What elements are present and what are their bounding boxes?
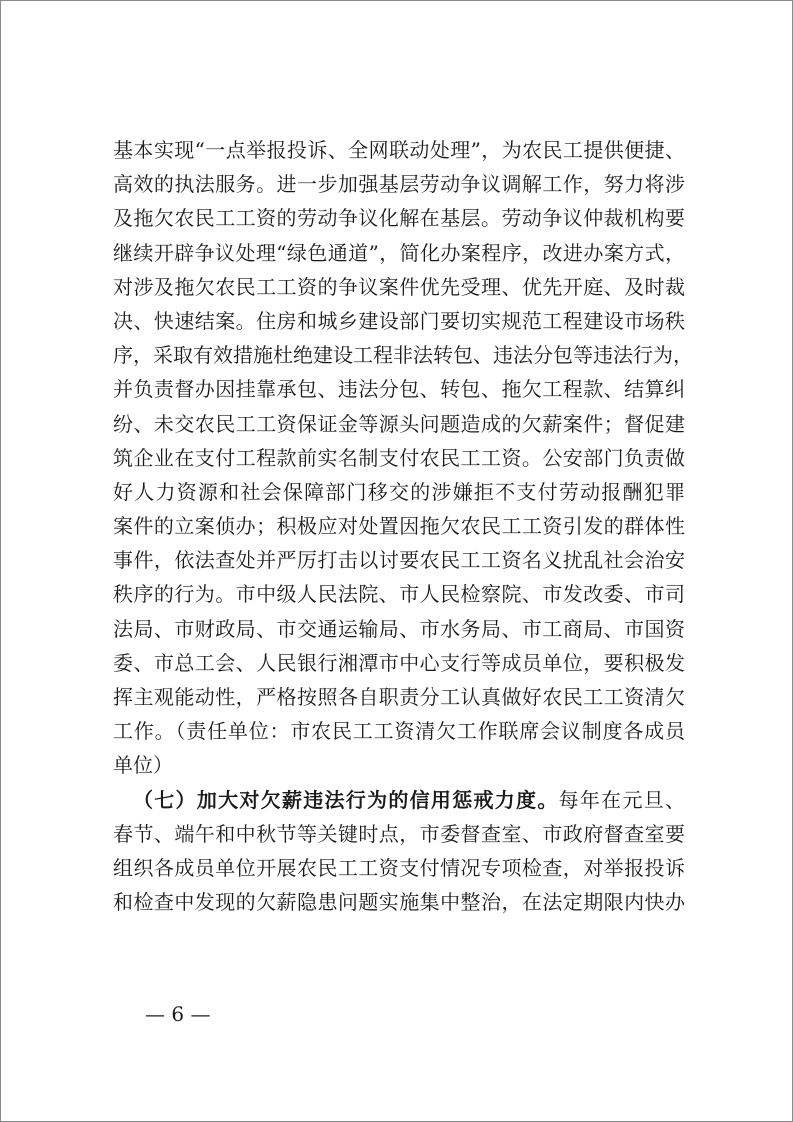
text-line: 组织各成员单位开展农民工工资支付情况专项检查，对举报投诉 [113,855,685,880]
section-heading: （七）加大对欠薪违法行为的信用惩戒力度。 [133,787,559,812]
text-line: 秩序的行为。市中级人民法院、市人民检察院、市发改委、市司 [113,582,685,607]
text-line: 工作。（责任单位：市农民工工资清欠工作联席会议制度各成员 [113,719,685,744]
text-line: 决、快速结案。住房和城乡建设部门要切实规范工程建设市场秩 [113,308,685,333]
text-line: 高效的执法服务。进一步加强基层劳动争议调解工作，努力将涉 [113,172,685,197]
text-line: 挥主观能动性，严格按照各自职责分工认真做好农民工工资清欠 [113,685,685,709]
text-line: 法局、市财政局、市交通运输局、市水务局、市工商局、市国资 [113,616,685,641]
text-line: 对涉及拖欠农民工工资的争议案件优先受理、优先开庭、及时裁 [113,274,685,299]
text-line: 事件，依法查处并严厉打击以讨要农民工工资名义扰乱社会治安 [113,548,685,573]
text-line: 委、市总工会、人民银行湘潭市中心支行等成员单位，要积极发 [113,650,685,675]
text-line: 序，采取有效措施杜绝建设工程非法转包、违法分包等违法行为， [113,343,693,368]
text-line: 并负责督办因挂靠承包、违法分包、转包、拖欠工程款、结算纠 [113,377,685,402]
document-body [113,133,693,919]
text-line: 春节、端午和中秋节等关键时点，市委督查室、市政府督查室要 [113,821,685,846]
text-line: 和检查中发现的欠薪隐患问题实施集中整治，在法定期限内快办 [113,890,685,915]
text-line [113,783,685,817]
text-line: 及拖欠农民工工资的劳动争议化解在基层。劳动争议仲裁机构要 [113,206,685,231]
text-line: 案件的立案侦办；积极应对处置因拖欠农民工工资引发的群体性 [113,514,685,539]
text-line: 单位） [113,753,173,778]
text-line: 纷、未交农民工工资保证金等源头问题造成的欠薪案件；督促建 [113,411,685,436]
text-line: 筑企业在支付工程款前实名制支付农民工工资。公安部门负责做 [113,445,685,470]
text-line: 基本实现“一点举报投诉、全网联动处理”，为农民工提供便捷、 [113,138,685,162]
text-run: 每年在元旦、 [558,787,686,812]
paragraph-responsibilities [113,133,693,783]
text-line: 好人力资源和社会保障部门移交的涉嫌拒不支付劳动报酬犯罪 [113,479,685,504]
text-line: 继续开辟争议处理“绿色通道”，简化办案程序，改进办案方式， [113,240,685,265]
page-number: — 6 — [145,1002,211,1026]
paragraph-credit-punishment [113,783,685,920]
